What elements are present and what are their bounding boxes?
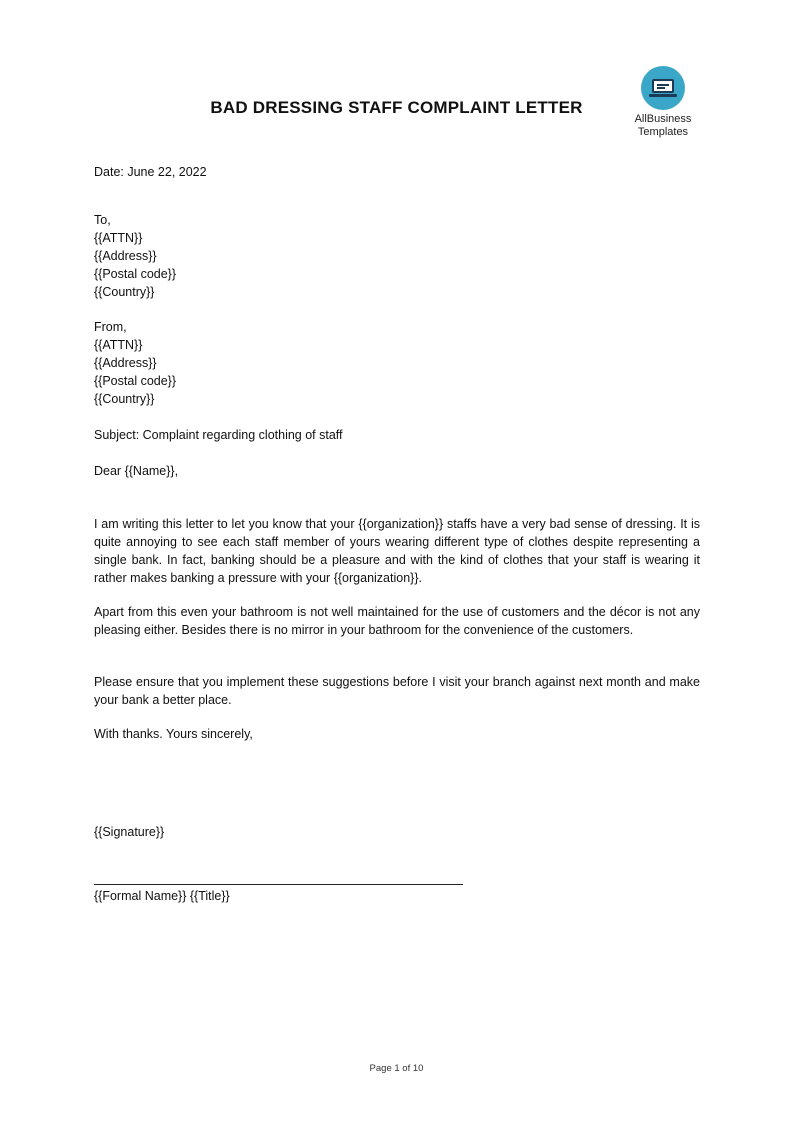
recipient-block [94,211,700,301]
from-address: {{Address}} [94,356,157,370]
document-title: BAD DRESSING STAFF COMPLAINT LETTER [210,98,583,117]
date-text: Date: June 22, 2022 [94,165,207,179]
subject-text: Subject: Complaint regarding clothing of staff [94,428,343,442]
letter-date [94,163,700,181]
signature-text: {{Signature}} [94,825,165,839]
from-attn: {{ATTN}} [94,338,143,352]
paragraph-3: Please ensure that you implement these suggestions before I visit your branch against next month and make your bank a better place. [94,675,700,707]
page-footer: Page 1 of 10 [369,1063,424,1074]
signature-line [94,884,463,885]
from-country: {{Country}} [94,392,155,406]
to-postal-code: {{Postal code}} [94,267,177,281]
closing [94,725,700,743]
laptop-icon [641,66,685,110]
closing-text: With thanks. Yours sincerely, [94,727,253,741]
sender-block [94,318,700,408]
to-country: {{Country}} [94,285,155,299]
paragraph-1: I am writing this letter to let you know that your {{organization}} staffs have a very bad sense of dressing. It is quite annoying to see each staff member of yours wearing different type of clothes despite representing a single bank. In fact, banking should be a pleasure and with the kind of clothes that your staff is wearing it rather makes banking a pressure with your {{organization}}. [94,517,700,585]
greeting [94,462,700,480]
logo-line-2: Templates [637,126,689,138]
formal-name [94,887,700,905]
from-heading: From, [94,320,127,334]
subject-line [94,426,700,444]
greeting-text: Dear {{Name}}, [94,464,179,478]
logo-line-1: AllBusiness [634,113,692,125]
logo-text [626,113,700,139]
to-heading: To, [94,213,111,227]
formal-name-text: {{Formal Name}} {{Title}} [94,889,230,903]
company-logo [626,66,700,139]
to-attn: {{ATTN}} [94,231,143,245]
signature-placeholder [94,823,700,841]
to-address: {{Address}} [94,249,157,263]
paragraph-2: Apart from this even your bathroom is not well maintained for the use of customers and the décor is not any pleasing either. Besides there is no mirror in your bathroom for the convenience of the customers. [94,605,700,637]
from-postal-code: {{Postal code}} [94,374,177,388]
